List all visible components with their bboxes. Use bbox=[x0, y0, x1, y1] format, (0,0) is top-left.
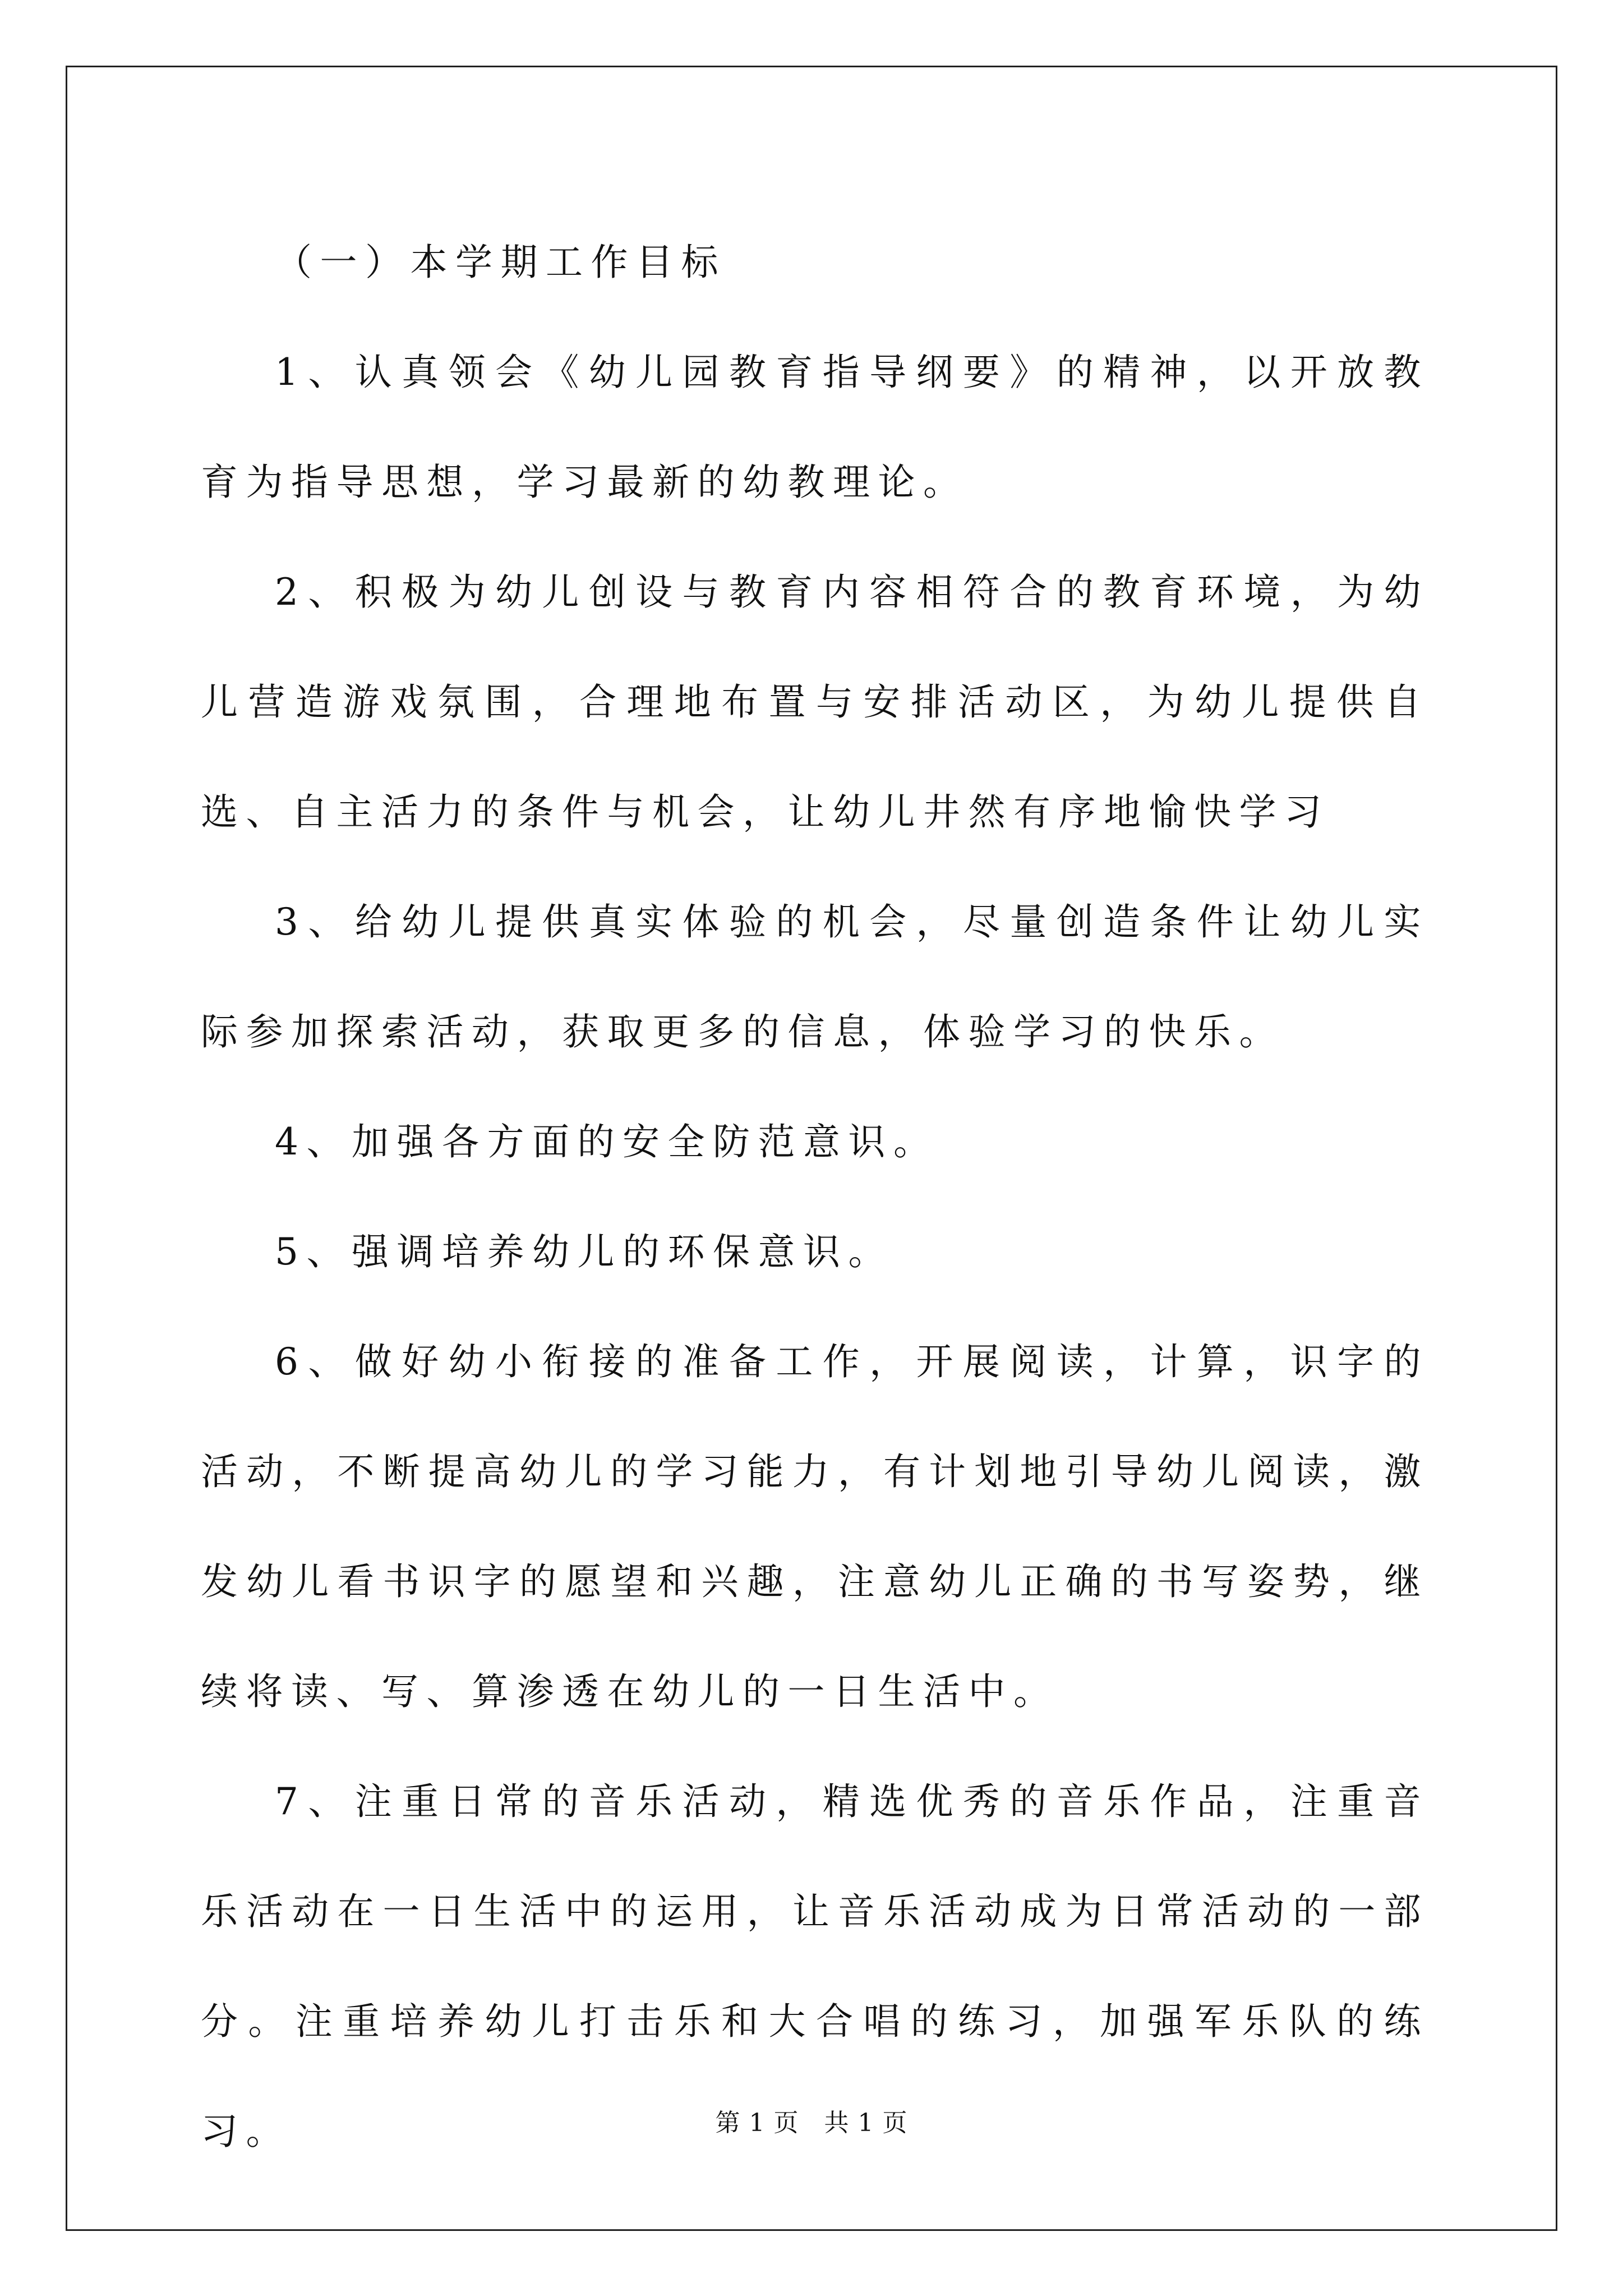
paragraph-6: 6、做好幼小衔接的准备工作，开展阅读，计算，识字的活动，不断提高幼儿的学习能力，有计划地引导幼儿阅读，激发幼儿看书识字的愿望和兴趣，注意幼儿正确的书写姿势，继续将读、写、算渗透在幼儿的一日生活中。 bbox=[201, 1340, 1429, 1713]
paragraph-1: 1、认真领会《幼儿园教育指导纲要》的精神，以开放教育为指导思想，学习最新的幼教理论。 bbox=[201, 351, 1429, 504]
paragraph-4: 4、加强各方面的安全防范意识。 bbox=[275, 1120, 939, 1163]
page-footer: 第 1 页 共 1 页 bbox=[715, 2109, 908, 2137]
paragraph-7: 7、注重日常的音乐活动，精选优秀的音乐作品，注重音乐活动在一日生活中的运用，让音乐活动成为日常活动的一部分。注重培养幼儿打击乐和大合唱的练习，加强军乐队的练习。 bbox=[201, 1780, 1429, 2153]
paragraph-3: 3、给幼儿提供真实体验的机会，尽量创造条件让幼儿实际参加探索活动，获取更多的信息，体验学习的快乐。 bbox=[201, 900, 1429, 1053]
document-body bbox=[201, 208, 1429, 2187]
paragraph-5: 5、强调培养幼儿的环保意识。 bbox=[275, 1230, 893, 1273]
paragraph-2: 2、积极为幼儿创设与教育内容相符合的教育环境，为幼儿营造游戏氛围，合理地布置与安排活动区，为幼儿提供自选、自主活力的条件与机会，让幼儿井然有序地愉快学习 bbox=[201, 570, 1429, 834]
section-heading: （一）本学期工作目标 bbox=[275, 241, 726, 284]
